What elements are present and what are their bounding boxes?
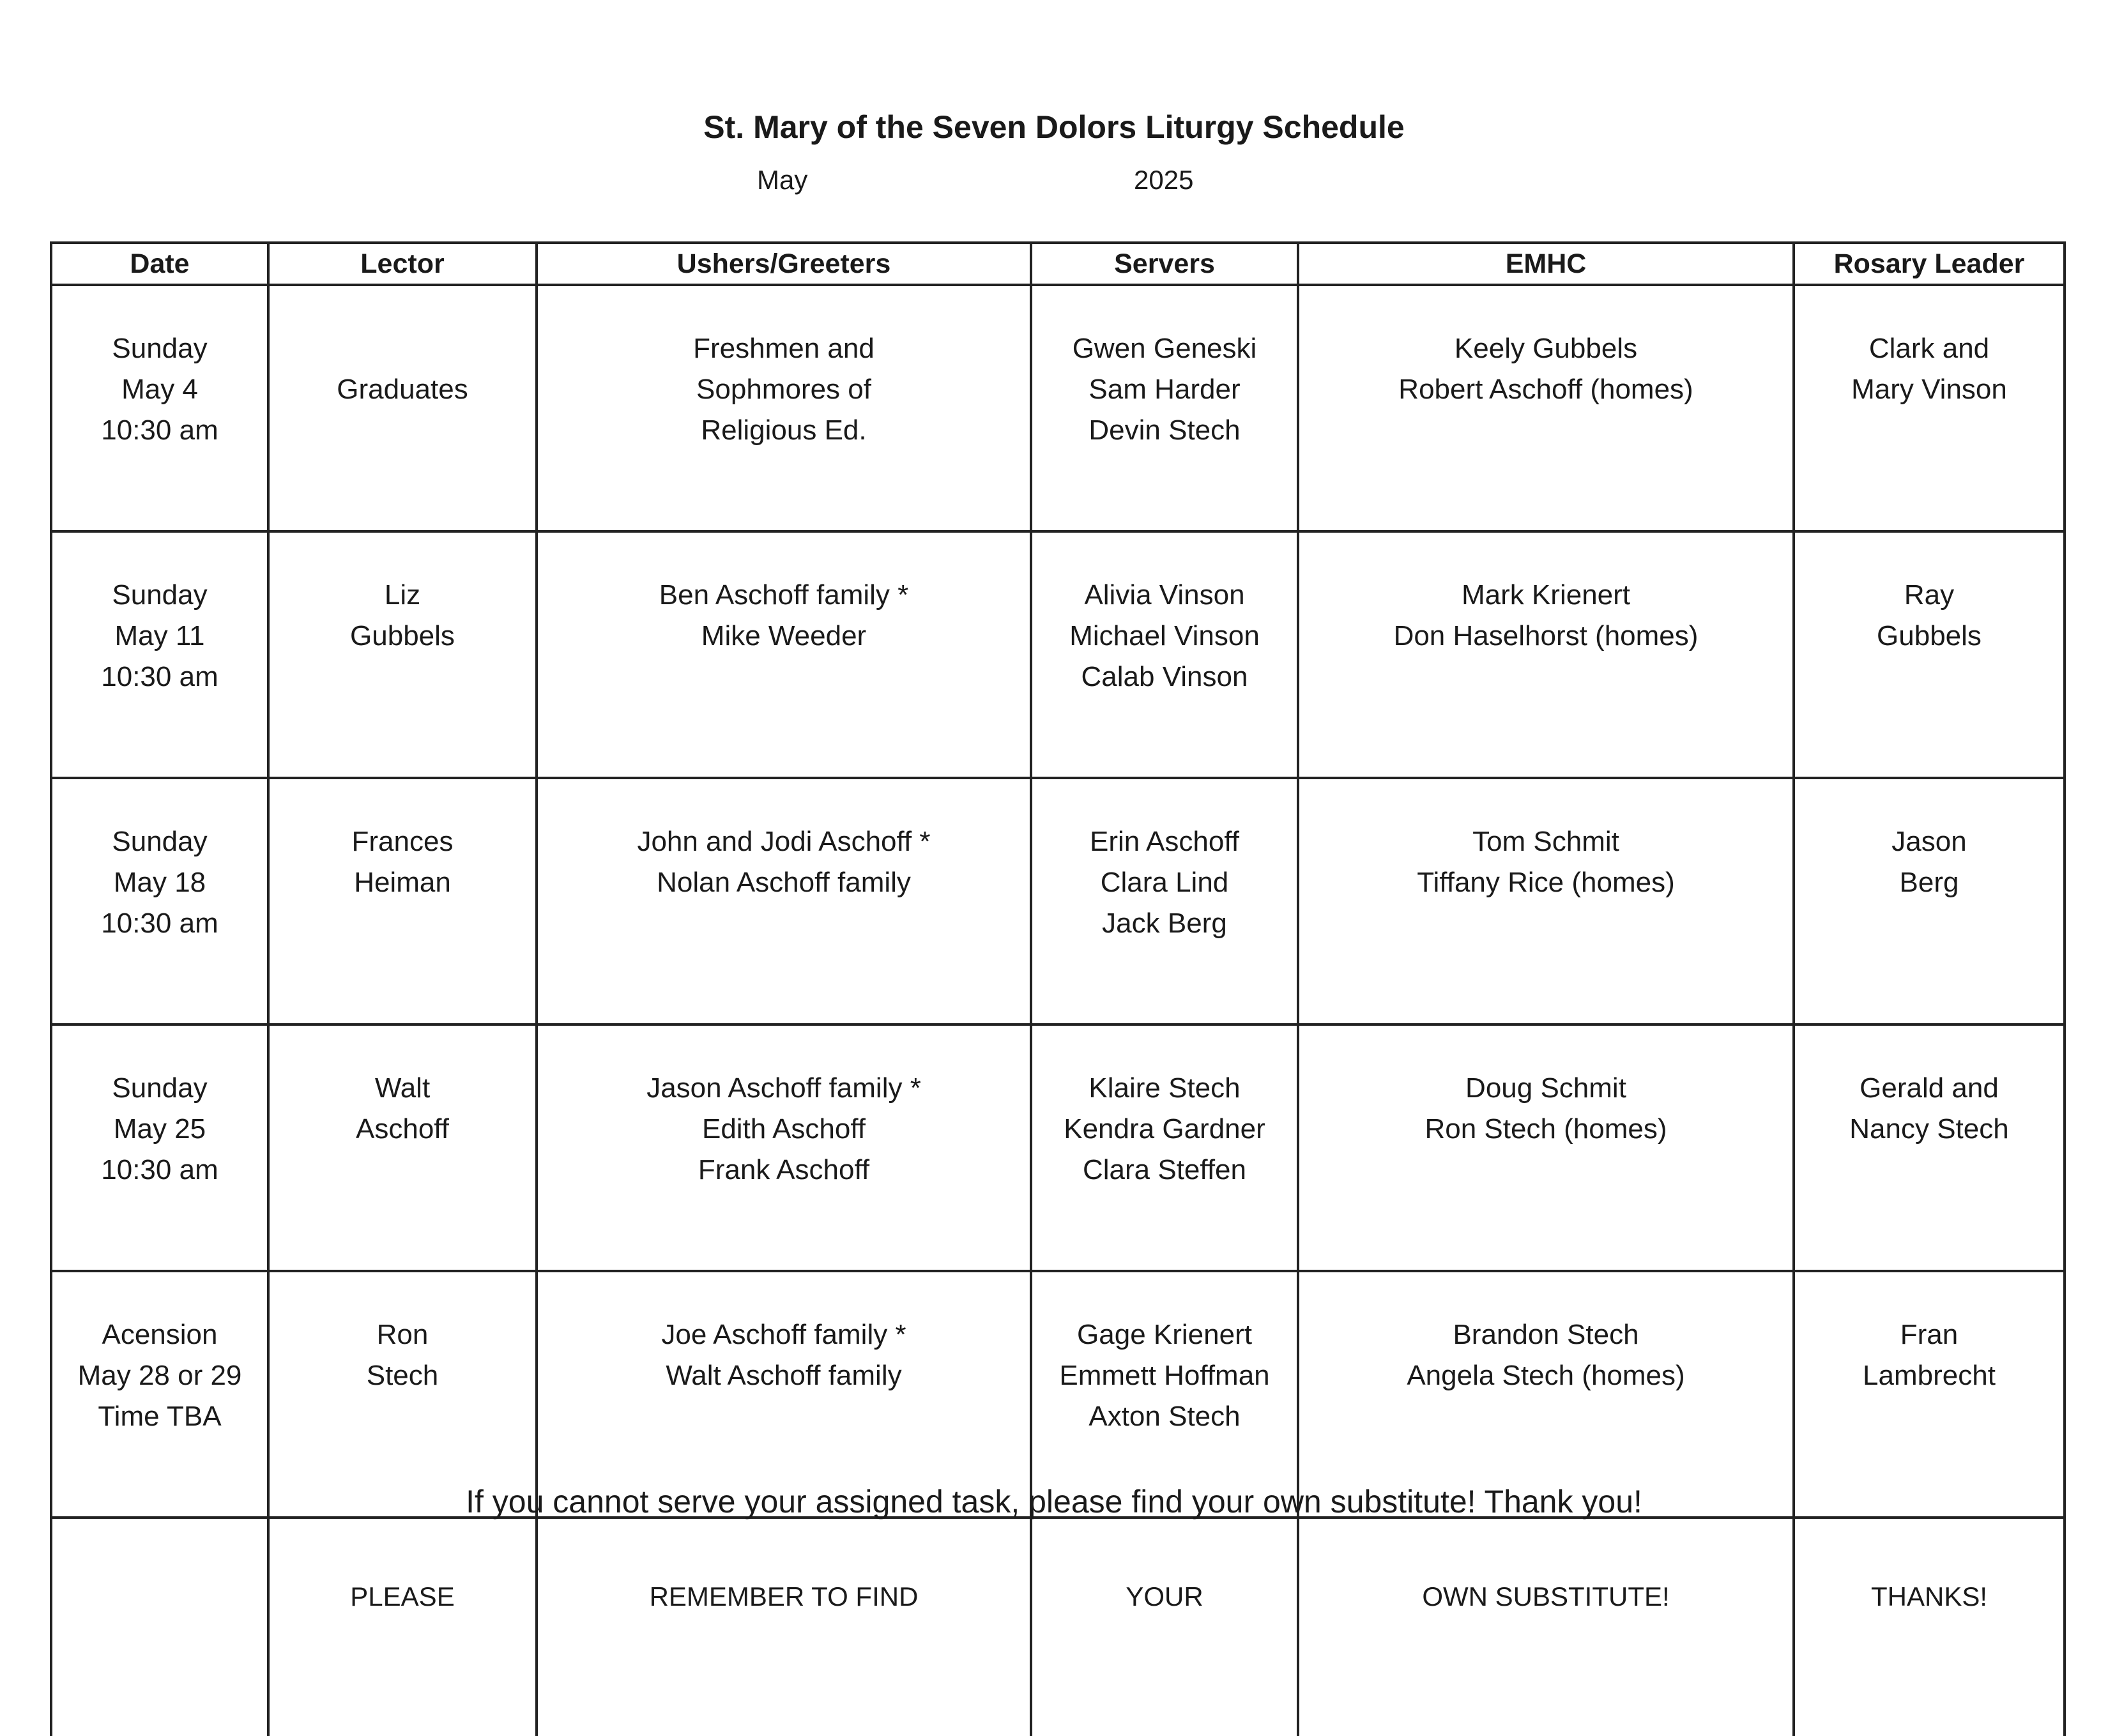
table-row (51, 1024, 2065, 1271)
cell-line: Stech (366, 1360, 439, 1391)
cell-line: 10:30 am (101, 415, 218, 446)
cell-line: Angela Stech (homes) (1407, 1360, 1685, 1391)
cell-line: Emmett Hoffman (1059, 1360, 1270, 1391)
servers-cell (1031, 285, 1298, 531)
cell-line: Gage Krienert (1077, 1319, 1252, 1350)
cell-line: Axton Stech (1088, 1401, 1241, 1432)
cell-line: Alivia Vinson (1084, 579, 1245, 611)
cell-line: Liz (384, 579, 421, 611)
cell-line: Erin Aschoff (1090, 826, 1239, 857)
cell-line: Walt Aschoff family (666, 1360, 902, 1391)
header-row (51, 243, 2065, 285)
cell-line: 10:30 am (101, 1154, 218, 1185)
ushers-cell (537, 531, 1031, 778)
rosary-cell (1794, 285, 2065, 531)
emhc-cell (1298, 1271, 1794, 1518)
table-row (51, 1271, 2065, 1518)
date-cell (51, 531, 268, 778)
cell-line: Gwen Geneski (1072, 333, 1257, 364)
column-header-rosary: Rosary Leader (1794, 243, 2065, 285)
cell-line: Religious Ed. (701, 415, 867, 446)
cell-line: Lambrecht (1863, 1360, 1996, 1391)
date-cell (51, 778, 268, 1024)
cell-line: Devin Stech (1088, 415, 1241, 446)
cell-line: Brandon Stech (1453, 1319, 1639, 1350)
servers-cell (1031, 778, 1298, 1024)
cell-line: Mike Weeder (701, 620, 867, 651)
notice-cell (51, 1518, 268, 1736)
cell-line: Sunday (112, 333, 208, 364)
cell-line: Acension (102, 1319, 218, 1350)
ushers-cell (537, 285, 1031, 531)
cell-line: Sunday (112, 1072, 208, 1104)
cell-line: Gubbels (1877, 620, 1982, 651)
cell-line: Sophmores of (696, 374, 871, 405)
cell-line: Michael Vinson (1069, 620, 1260, 651)
cell-line: 10:30 am (101, 908, 218, 939)
emhc-cell (1298, 285, 1794, 531)
cell-line: Robert Aschoff (homes) (1398, 374, 1693, 405)
rosary-cell (1794, 1271, 2065, 1518)
cell-line: Jason (1891, 826, 1967, 857)
cell-line: May 18 (113, 867, 206, 898)
page-title: St. Mary of the Seven Dolors Liturgy Schedule (703, 109, 1405, 145)
cell-line: Berg (1899, 867, 1959, 898)
cell-line: Tom Schmit (1472, 826, 1619, 857)
cell-line: Ray (1904, 579, 1955, 611)
lector-cell (268, 1271, 537, 1518)
cell-line: Tiffany Rice (homes) (1417, 867, 1675, 898)
rosary-cell (1794, 531, 2065, 778)
cell-line: Sunday (112, 579, 208, 611)
date-cell (51, 285, 268, 531)
servers-cell (1031, 1024, 1298, 1271)
column-header-lector: Lector (268, 243, 537, 285)
cell-line: Kendra Gardner (1064, 1113, 1265, 1145)
cell-line: Nancy Stech (1849, 1113, 2009, 1145)
cell-line: Nolan Aschoff family (657, 867, 911, 898)
cell-line: Gubbels (350, 620, 455, 651)
cell-line: John and Jodi Aschoff * (637, 826, 931, 857)
cell-line: Freshmen and (693, 333, 875, 364)
table-row (51, 285, 2065, 531)
notice-cell: PLEASE (268, 1518, 537, 1736)
cell-line: Graduates (337, 374, 468, 405)
month-label: May (757, 165, 808, 195)
column-header-date: Date (51, 243, 268, 285)
table-row (51, 531, 2065, 778)
cell-line: Ron Stech (homes) (1424, 1113, 1667, 1145)
cell-line: Aschoff (356, 1113, 449, 1145)
footer-note: If you cannot serve your assigned task, please find your own substitute! Thank you! (466, 1484, 1642, 1519)
column-header-ushers: Ushers/Greeters (537, 243, 1031, 285)
notice-cell: THANKS! (1794, 1518, 2065, 1736)
cell-line (273, 328, 531, 369)
cell-line: Don Haselhorst (homes) (1393, 620, 1699, 651)
notice-row (51, 1518, 2065, 1736)
lector-cell (268, 285, 537, 531)
rosary-cell (1794, 778, 2065, 1024)
cell-line: Keely Gubbels (1454, 333, 1638, 364)
cell-line: May 4 (121, 374, 198, 405)
cell-line: 10:30 am (101, 661, 218, 692)
cell-line: Frank Aschoff (698, 1154, 870, 1185)
cell-line: Mark Krienert (1461, 579, 1631, 611)
cell-line: Klaire Stech (1088, 1072, 1241, 1104)
ushers-cell (537, 778, 1031, 1024)
cell-line: Gerald and (1860, 1072, 1999, 1104)
cell-line: May 11 (114, 620, 205, 651)
cell-line: Joe Aschoff family * (661, 1319, 906, 1350)
cell-line: Ron (376, 1319, 429, 1350)
cell-line: Frances (351, 826, 454, 857)
cell-line: May 28 or 29 (77, 1360, 242, 1391)
year-label: 2025 (1134, 165, 1194, 195)
cell-line: Jason Aschoff family * (646, 1072, 921, 1104)
servers-cell (1031, 1271, 1298, 1518)
date-cell (51, 1024, 268, 1271)
table-row (51, 778, 2065, 1024)
notice-cell: YOUR (1031, 1518, 1298, 1736)
notice-cell: REMEMBER TO FIND (537, 1518, 1031, 1736)
cell-line: Clara Steffen (1082, 1154, 1246, 1185)
emhc-cell (1298, 531, 1794, 778)
cell-line: Jack Berg (1102, 908, 1227, 939)
lector-cell (268, 778, 537, 1024)
notice-cell: OWN SUBSTITUTE! (1298, 1518, 1794, 1736)
cell-line: Time TBA (98, 1401, 222, 1432)
cell-line: Walt (374, 1072, 431, 1104)
cell-line: Heiman (354, 867, 451, 898)
column-header-emhc: EMHC (1298, 243, 1794, 285)
cell-line: Sam Harder (1088, 374, 1241, 405)
ushers-cell (537, 1271, 1031, 1518)
cell-line: Edith Aschoff (701, 1113, 866, 1145)
cell-line: Doug Schmit (1465, 1072, 1626, 1104)
emhc-cell (1298, 1024, 1794, 1271)
cell-line: Clark and (1868, 333, 1990, 364)
column-header-servers: Servers (1031, 243, 1298, 285)
cell-line: Mary Vinson (1851, 374, 2007, 405)
servers-cell (1031, 531, 1298, 778)
date-cell (51, 1271, 268, 1518)
cell-line: Calab Vinson (1081, 661, 1248, 692)
cell-line: Ben Aschoff family * (659, 579, 909, 611)
cell-line: Sunday (112, 826, 208, 857)
emhc-cell (1298, 778, 1794, 1024)
ushers-cell (537, 1024, 1031, 1271)
cell-line: Clara Lind (1100, 867, 1229, 898)
lector-cell (268, 1024, 537, 1271)
rosary-cell (1794, 1024, 2065, 1271)
cell-line: May 25 (113, 1113, 206, 1145)
cell-line: Fran (1900, 1319, 1959, 1350)
lector-cell (268, 531, 537, 778)
